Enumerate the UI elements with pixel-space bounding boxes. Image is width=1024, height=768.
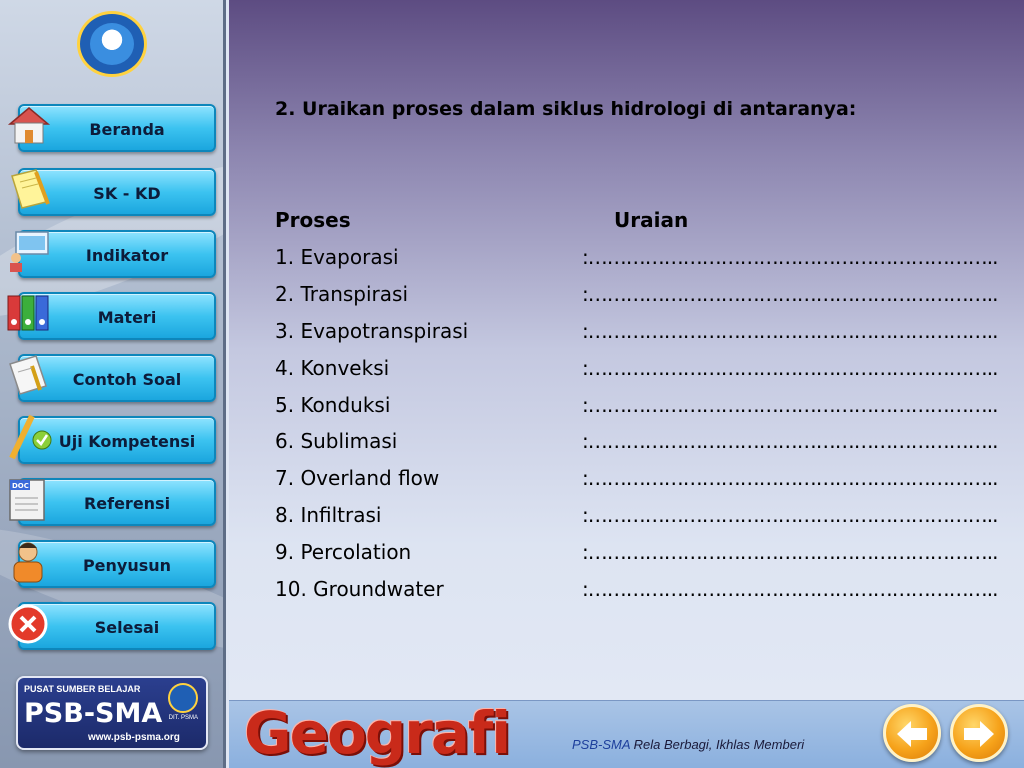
process-name: 10. Groundwater — [275, 577, 444, 601]
arrow-left-icon — [895, 719, 929, 749]
nav-penyusun-button[interactable] — [18, 540, 216, 588]
answer-blank: :……………………………………………………….. — [582, 282, 998, 306]
nav-label: Selesai — [94, 618, 160, 637]
list-item — [275, 503, 998, 533]
prev-slide-button[interactable] — [883, 704, 941, 762]
answer-blank: :……………………………………………………….. — [582, 429, 998, 453]
list-item — [275, 282, 998, 312]
list-item — [275, 577, 998, 607]
slogan-text: Rela Berbagi, Ikhlas Memberi — [630, 737, 805, 752]
list-item — [275, 429, 998, 459]
answer-blank: :……………………………………………………….. — [582, 319, 998, 343]
nav-contoh-soal-button[interactable] — [18, 354, 216, 402]
list-item — [275, 393, 998, 423]
ministry-emblem-icon — [168, 683, 198, 713]
nav-label: Referensi — [83, 494, 171, 513]
nav-beranda-button[interactable] — [18, 104, 216, 152]
nav-referensi-button[interactable] — [12, 478, 216, 526]
nav-label: Contoh Soal — [72, 370, 182, 389]
process-name: 5. Konduksi — [275, 393, 391, 417]
process-name: 4. Konveksi — [275, 356, 390, 380]
nav-materi-button[interactable] — [18, 292, 216, 340]
nav-sk-kd-button[interactable] — [18, 168, 216, 216]
answer-blank: :……………………………………………………….. — [582, 540, 998, 564]
logo-top-text: PUSAT SUMBER BELAJAR — [24, 684, 141, 694]
nav-uji-kompetensi-button[interactable] — [18, 416, 216, 464]
list-item — [275, 540, 998, 570]
nav-label: Beranda — [89, 120, 165, 139]
logo-url: www.psb-psma.org — [88, 732, 180, 743]
nav-label: Uji Kompetensi — [58, 432, 196, 451]
header-uraian: Uraian — [614, 208, 689, 232]
process-name: 2. Transpirasi — [275, 282, 408, 306]
answer-blank: :……………………………………………………….. — [582, 393, 998, 417]
nav-label: SK - KD — [93, 184, 161, 203]
answer-blank: :……………………………………………………….. — [582, 503, 998, 527]
list-item — [275, 356, 998, 386]
process-name: 3. Evapotranspirasi — [275, 319, 469, 343]
nav-label: Penyusun — [82, 556, 172, 575]
answer-blank: :……………………………………………………….. — [582, 245, 998, 269]
psb-sma-logo — [16, 676, 208, 750]
arrow-right-icon — [962, 719, 996, 749]
ministry-emblem-icon — [77, 11, 147, 77]
logo-name: PSB-SMA — [24, 698, 163, 729]
process-name: 7. Overland flow — [275, 466, 440, 490]
process-name: 6. Sublimasi — [275, 429, 398, 453]
svg-text:DOC: DOC — [12, 482, 29, 490]
question-text: 2. Uraikan proses dalam siklus hidrologi di antaranya: — [275, 98, 857, 120]
nav-label: Indikator — [85, 246, 169, 265]
slogan-brand: PSB-SMA — [572, 737, 631, 752]
answer-blank: :……………………………………………………….. — [582, 466, 998, 490]
list-item — [275, 319, 998, 349]
header-proses: Proses — [275, 208, 351, 232]
slogan — [572, 737, 804, 752]
process-name: 8. Infiltrasi — [275, 503, 382, 527]
nav-selesai-button[interactable] — [18, 602, 216, 650]
answer-blank: :……………………………………………………….. — [582, 577, 998, 601]
logo-dept: DIT. PSMA — [168, 715, 198, 721]
sidebar — [0, 0, 226, 768]
nav-indikator-button[interactable] — [18, 230, 216, 278]
subject-title: Geografi — [244, 699, 510, 767]
process-name: 9. Percolation — [275, 540, 412, 564]
process-name: 1. Evaporasi — [275, 245, 399, 269]
answer-blank: :……………………………………………………….. — [582, 356, 998, 380]
list-item — [275, 466, 998, 496]
list-item — [275, 245, 998, 275]
nav-label: Materi — [97, 308, 157, 327]
next-slide-button[interactable] — [950, 704, 1008, 762]
